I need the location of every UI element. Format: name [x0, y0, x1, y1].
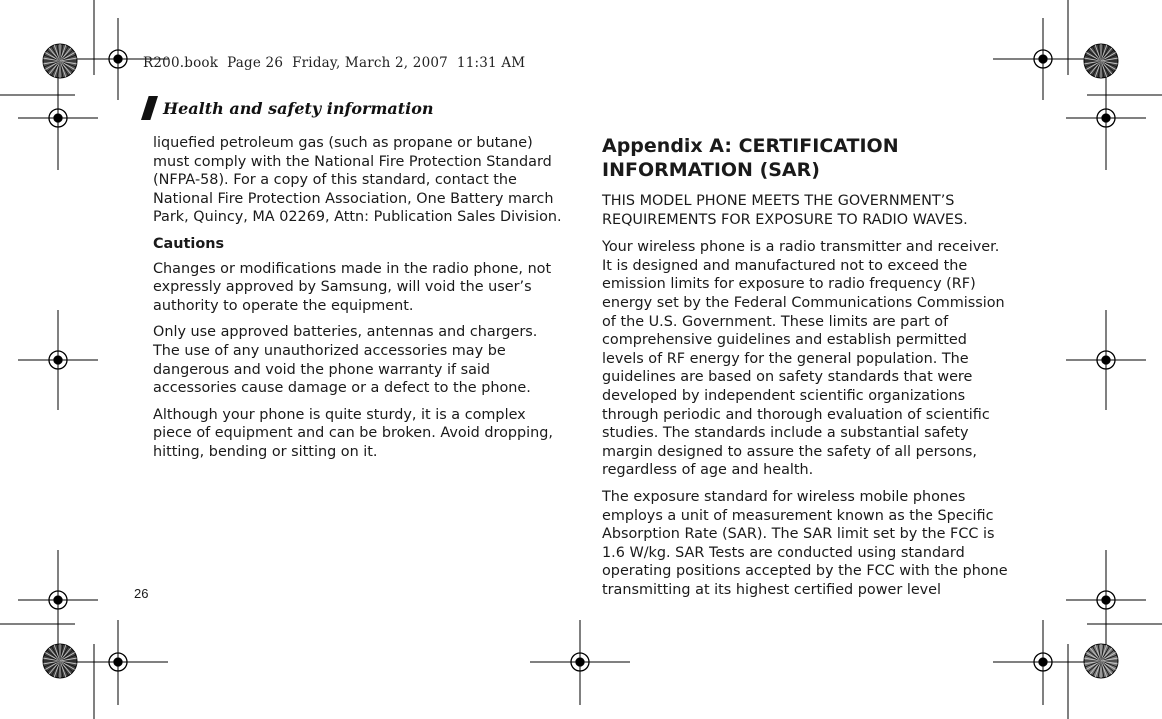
starburst-mark: [1084, 44, 1118, 78]
starburst-mark: [43, 44, 77, 78]
starburst-mark: [1084, 644, 1118, 678]
header-bar-icon: [141, 96, 158, 120]
left-column: [153, 134, 563, 470]
header-title: Health and safety information: [163, 98, 434, 118]
body-paragraph: Changes or modifications made in the radio phone, not expressly approved by Samsung, will void the user’s authority to operate the equipment.: [153, 260, 552, 314]
page-number: 26: [134, 586, 149, 601]
running-header: [141, 95, 434, 121]
intro-paragraph: liquefied petroleum gas (such as propane or butane) must comply with the National Fire Protection Standard (NFPA-58). For a copy of this standard, contact the National Fire Protection Association, One Battery march Park, Quincy, MA 02269, Attn: Publication Sales Division.: [153, 135, 562, 226]
body-paragraph: The exposure standard for wireless mobile phones employs a unit of measurement known as the Specific Absorption Rate (SAR). The SAR limit set by the FCC is 1.6 W/kg. SAR Tests are conducted using standard operating positions accepted by the FCC with the phone transmitting at its highest certified power level: [602, 488, 1008, 598]
cautions-heading: Cautions: [153, 235, 225, 252]
file-slug: R200.book Page 26 Friday, March 2, 2007 11:31 AM: [143, 55, 526, 71]
body-paragraph: Although your phone is quite sturdy, it is a complex piece of equipment and can be broken. Avoid dropping, hitting, bending or sitting on it.: [153, 406, 554, 460]
body-paragraph: Your wireless phone is a radio transmitter and receiver. It is designed and manufactured not to exceed the emission limits for exposure to radio frequency (RF) energy set by the Federal Communications Commission of the U.S. Government. These limits are part of comprehensive guidelines and establish permitted levels of RF energy for the general population. The guidelines are based on safety standards that were developed by independent scientific organizations through periodic and thorough evaluation of scientific studies. The standards include a substantial safety margin designed to assure the safety of all persons, regardless of age and health.: [602, 239, 1005, 479]
appendix-heading: Appendix A: CERTIFICATION INFORMATION (SAR): [602, 135, 899, 181]
caps-statement: THIS MODEL PHONE MEETS THE GOVERNMENT’S REQUIREMENTS FOR EXPOSURE TO RADIO WAVES.: [602, 193, 968, 228]
body-paragraph: Only use approved batteries, antennas and chargers. The use of any unauthorized accessories may be dangerous and void the phone warranty if said accessories cause damage or a defect to the phone.: [153, 324, 538, 397]
starburst-mark: [43, 644, 77, 678]
right-column: [602, 134, 1012, 607]
